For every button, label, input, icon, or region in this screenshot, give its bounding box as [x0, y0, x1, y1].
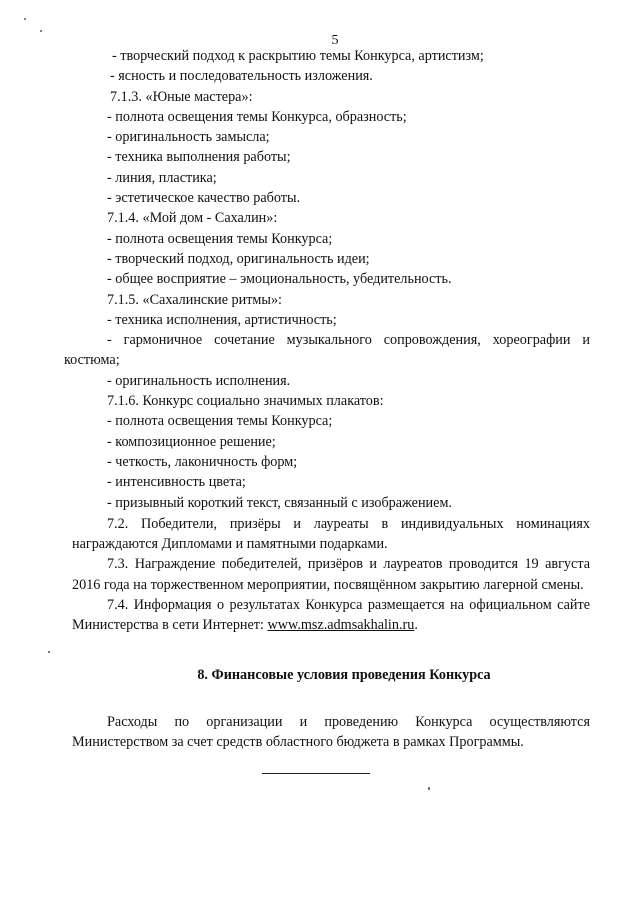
closing-divider [262, 773, 370, 774]
criteria-item: - техника выполнения работы; [107, 149, 291, 166]
scan-speck [428, 787, 430, 790]
criteria-item: - четкость, лаконичность форм; [107, 453, 298, 470]
scan-speck [24, 18, 26, 20]
subsection-heading: 7.1.5. «Сахалинские ритмы»: [107, 291, 282, 308]
scan-speck [40, 30, 42, 32]
document-body [64, 46, 590, 753]
criteria-item: - гармоничное сочетание музыкального сопровождения, хореографии и костюма; [64, 332, 590, 369]
paragraph-7-4 [72, 595, 590, 636]
paragraph-7-3: 7.3. Награждение победителей, призёров и лауреатов проводится 19 августа 2016 года на торжественном мероприятии, посвящённом закрытию лагерной смены. [72, 556, 590, 593]
criteria-item: - линия, пластика; [107, 169, 217, 186]
criteria-item: - полнота освещения темы Конкурса; [107, 413, 333, 430]
paragraph-7-4-end: . [414, 617, 418, 634]
scan-speck [48, 651, 50, 653]
criteria-item: - техника исполнения, артистичность; [107, 311, 337, 328]
criteria-item: - оригинальность замысла; [107, 129, 270, 146]
criteria-item: - полнота освещения темы Конкурса; [107, 230, 333, 247]
criteria-item: - ясность и последовательность изложения. [110, 68, 373, 85]
page-number: 5 [331, 33, 339, 48]
criteria-item: - творческий подход к раскрытию темы Конкурса, артистизм; [112, 48, 484, 64]
criteria-item: - интенсивность цвета; [107, 474, 246, 491]
ministry-website-link[interactable]: www.msz.admsakhalin.ru [267, 617, 415, 634]
criteria-item: - оригинальность исполнения. [107, 372, 291, 389]
section-8-text: Расходы по организации и проведению Конкурса осуществляются Министерством за счет средств областного бюджета в рамках Программы. [72, 713, 590, 751]
section-8-heading: 8. Финансовые условия проведения Конкурса [197, 666, 491, 683]
criteria-item: - композиционное решение; [107, 433, 276, 450]
criteria-item: - призывный короткий текст, связанный с изображением. [107, 494, 452, 511]
criteria-item: - творческий подход, оригинальность идеи; [107, 250, 370, 267]
paragraph-7-4-text: 7.4. Информация о результатах Конкурса размещается на официальном сайте Министерства в сети Интернет: [72, 597, 590, 634]
criteria-item: - полнота освещения темы Конкурса, образность; [107, 108, 407, 125]
subsection-heading: 7.1.3. «Юные мастера»: [110, 88, 253, 105]
subsection-heading: 7.1.4. «Мой дом - Сахалин»: [107, 210, 278, 227]
paragraph-7-2: 7.2. Победители, призёры и лауреаты в индивидуальных номинациях награждаются Дипломами и памятными подарками. [72, 515, 590, 553]
subsection-heading: 7.1.6. Конкурс социально значимых плакатов: [107, 393, 384, 410]
criteria-item: - эстетическое качество работы. [107, 190, 301, 207]
criteria-item: - общее восприятие – эмоциональность, убедительность. [107, 271, 452, 288]
